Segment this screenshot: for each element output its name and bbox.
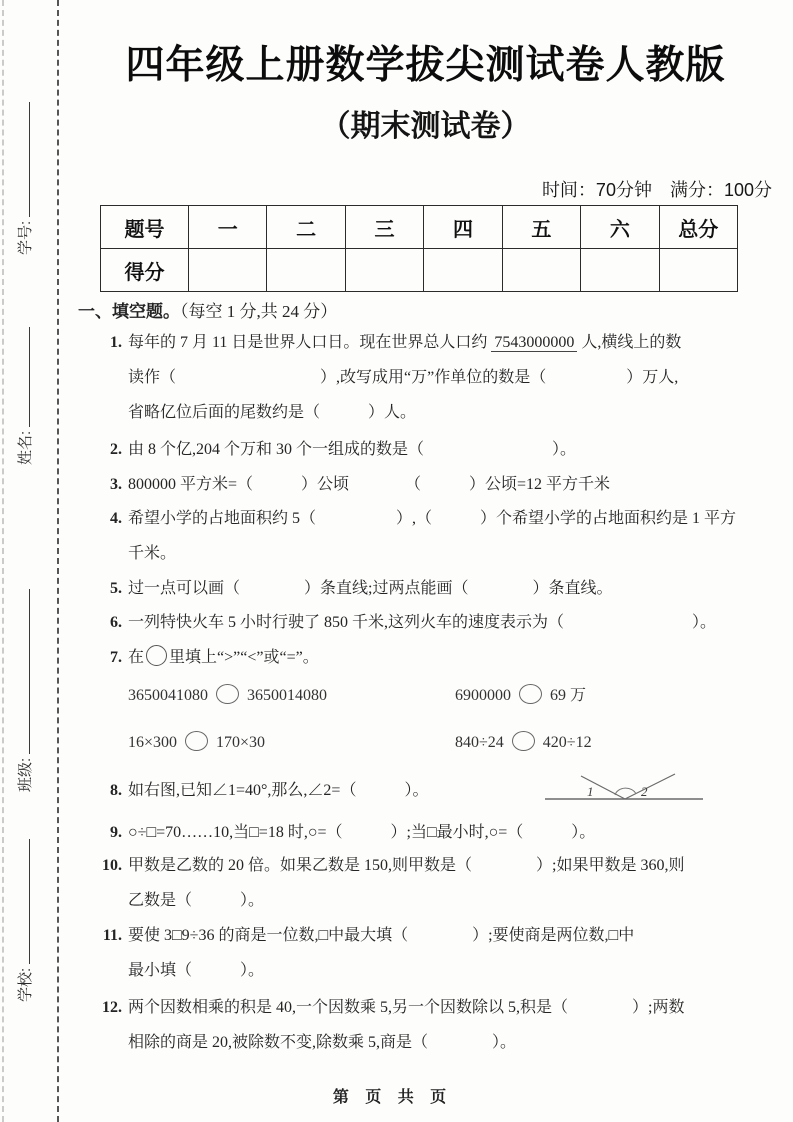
- question-line: 一列特快火车 5 小时行驶了 850 千米,这列火车的速度表示为（ ）。: [128, 614, 717, 631]
- question-line: 过一点可以画（ ）条直线;过两点能画（ ）条直线。: [128, 580, 613, 597]
- question-number: 5.: [110, 580, 122, 597]
- margin-field-label: 学号:: [17, 220, 34, 255]
- class-blank-line: [16, 589, 30, 754]
- score-empty-cell: [189, 249, 267, 292]
- question-number: 8.: [110, 782, 122, 799]
- score-table-header-cell: 一: [189, 206, 267, 249]
- time-score-meta: 时间：70分钟 满分：100分: [541, 180, 772, 200]
- question-line: 相除的商是 20,被除数不变,除数乘 5,商是（ ）。: [128, 1034, 517, 1051]
- score-table-header-cell: 二: [267, 206, 345, 249]
- score-table-header-cell: 四: [424, 206, 502, 249]
- margin-field-label: 班级:: [17, 757, 34, 792]
- question-line: 读作（ ）,改写成用“万”作单位的数是（ ）万人,: [128, 369, 679, 386]
- margin-field-label: 姓名:: [17, 430, 34, 465]
- score-empty-cell: [424, 249, 502, 292]
- score-empty-cell: [345, 249, 423, 292]
- question-line: 在 里填上“>”“<”或“=”。: [128, 640, 768, 675]
- question-line: 800000 平方米=（ ）公顷 （ ）公顷=12 平方千米: [128, 476, 611, 493]
- score-table-header-row: [101, 206, 738, 249]
- margin-field-school: [14, 839, 36, 1002]
- score-row-label: 得分: [101, 249, 189, 292]
- question-number: 11.: [102, 927, 122, 944]
- name-blank-line: [16, 327, 30, 427]
- compare-circle-icon: [185, 731, 208, 751]
- question-number: 9.: [110, 824, 122, 841]
- question-number: 4.: [110, 510, 122, 527]
- page-title: 四年级上册数学拔尖测试卷人教版: [125, 44, 726, 87]
- compare-circle-icon: [146, 645, 167, 666]
- score-table-header-cell: 五: [502, 206, 580, 249]
- comparison-item: 840÷24 420÷12: [455, 726, 740, 760]
- underlined-number: 7543000000: [491, 334, 577, 352]
- score-table: [100, 205, 738, 292]
- student-id-blank-line: [16, 102, 30, 217]
- comparison-item: 6900000 69 万: [455, 679, 740, 713]
- question-number: 1.: [110, 334, 122, 351]
- question-line: 乙数是（ ）。: [128, 892, 265, 909]
- question-number: 3.: [110, 476, 122, 493]
- question-4: [78, 501, 768, 571]
- question-7-items: [128, 679, 740, 760]
- question-line: 希望小学的占地面积约 5（ ）,（ ）个希望小学的占地面积约是 1 平方: [128, 510, 737, 527]
- score-empty-cell: [502, 249, 580, 292]
- section-heading-title: 一、填空题。: [78, 302, 180, 321]
- score-table-header-cell: 三: [345, 206, 423, 249]
- score-table-score-row: [101, 249, 738, 292]
- angle-label-1: 1: [587, 784, 594, 799]
- question-number: 12.: [102, 999, 122, 1016]
- compare-circle-icon: [512, 731, 535, 751]
- question-line: 如右图,已知∠1=40°,那么,∠2=（ ）。: [128, 782, 429, 799]
- question-12: [78, 990, 768, 1060]
- score-table-header-cell: 总分: [659, 206, 737, 249]
- question-number: 2.: [110, 441, 122, 458]
- question-9: [78, 815, 768, 850]
- section-heading: [78, 297, 337, 322]
- comparison-item: 3650041080 3650014080: [128, 679, 455, 713]
- question-line: 省略亿位后面的尾数约是（ ）人。: [128, 404, 417, 421]
- question-2: [78, 432, 768, 467]
- score-empty-cell: [581, 249, 659, 292]
- margin-field-class: [14, 589, 36, 792]
- margin-field-student-id: [14, 102, 36, 255]
- question-1: [78, 325, 768, 430]
- angle-figure: [541, 771, 709, 807]
- question-line: 甲数是乙数的 20 倍。如果乙数是 150,则甲数是（ ）;如果甲数是 360,则: [128, 857, 685, 874]
- compare-circle-icon: [519, 684, 542, 704]
- question-line: 千米。: [128, 545, 177, 562]
- page-edge-dashed-line: [2, 0, 4, 1122]
- question-line: 由 8 个亿,204 个万和 30 个一组成的数是（ ）。: [128, 441, 577, 458]
- score-empty-cell: [267, 249, 345, 292]
- question-line: ○÷□=70……10,当□=18 时,○=（ ）;当□最小时,○=（ ）。: [128, 824, 596, 841]
- question-line: 两个因数相乘的积是 40,一个因数乘 5,另一个因数除以 5,积是（ ）;两数: [128, 999, 685, 1016]
- question-line: 最小填（ ）。: [128, 962, 265, 979]
- margin-field-label: 学校:: [17, 967, 34, 1002]
- score-table-header-cell: 题号: [101, 206, 189, 249]
- question-10: [78, 848, 768, 918]
- question-6: [78, 605, 768, 640]
- section-heading-points: （每空 1 分,共 24 分）: [180, 302, 338, 321]
- score-empty-cell: [659, 249, 737, 292]
- page-footer: 第 页 共 页: [332, 1089, 453, 1106]
- question-line: 要使 3□9÷36 的商是一位数,□中最大填（ ）;要使商是两位数,□中: [128, 927, 635, 944]
- question-7: [78, 640, 768, 675]
- page-subtitle: （期末测试卷）: [320, 110, 531, 143]
- school-blank-line: [16, 839, 30, 964]
- compare-circle-icon: [216, 684, 239, 704]
- question-number: 7.: [110, 649, 122, 666]
- score-table-header-cell: 六: [581, 206, 659, 249]
- question-5: [78, 571, 768, 606]
- question-number: 10.: [102, 857, 122, 874]
- angle-label-2: 2: [641, 784, 648, 799]
- question-11: [78, 918, 768, 988]
- question-number: 6.: [110, 614, 122, 631]
- fold-dashed-line: [57, 0, 59, 1122]
- margin-field-name: [14, 327, 36, 465]
- question-3: [78, 467, 768, 502]
- comparison-item: 16×300 170×30: [128, 726, 455, 760]
- question-line: 每年的 7 月 11 日是世界人口日。现在世界总人口约 7543000000 人,横线上的数: [128, 334, 682, 351]
